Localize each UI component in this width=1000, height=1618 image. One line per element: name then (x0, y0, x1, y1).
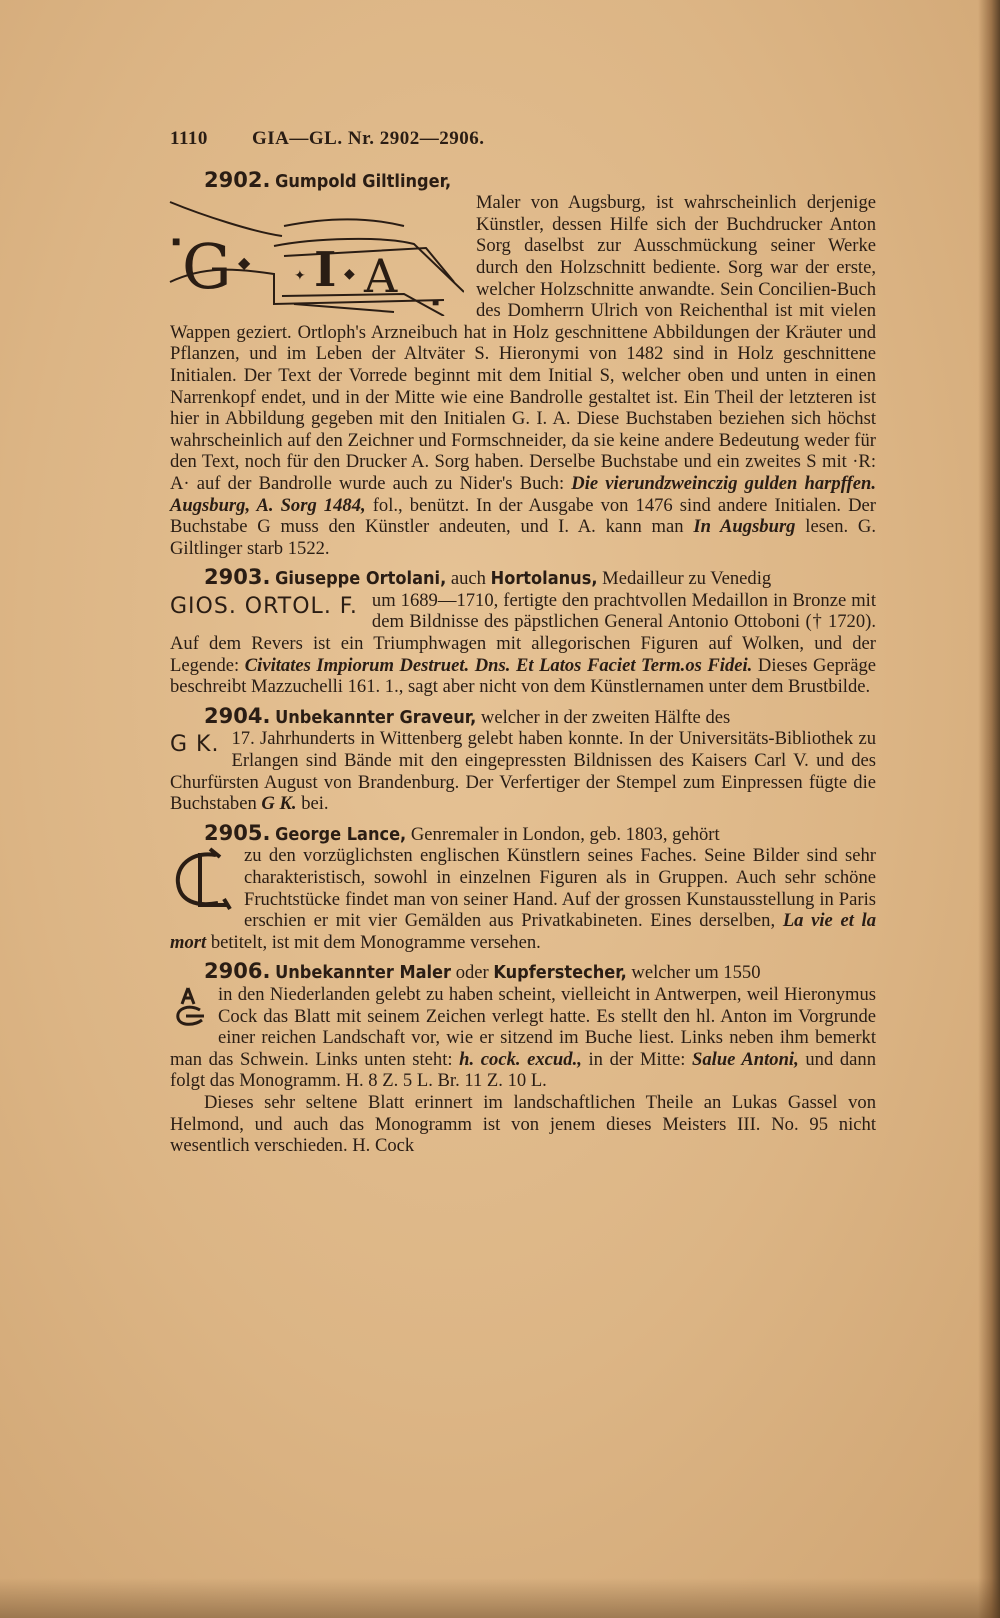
entry-number: 2904. (204, 703, 271, 728)
ac-monogram-icon (170, 986, 210, 1028)
entry-2903 (170, 567, 876, 698)
entry-2906 (170, 961, 876, 1156)
svg-text:◆: ◆ (238, 255, 251, 273)
entry-heading-line (170, 167, 876, 193)
gl-monogram-icon (170, 847, 234, 913)
running-header (170, 128, 876, 150)
monogram-gios-ortol: GIOS. ORTOL. F. (170, 593, 358, 619)
entry-body: um 1689—1710, fertigte den prachtvollen Medaillon in Bronze mit dem Bildnisse des päpstlichen General Antonio Ottoboni († 1720). Auf dem Revers ist ein Triumphwagen mit allegorischen Figuren auf Wolken, und der Legende: Civitates Impiorum Destruet. Dns. Et Latos Faciet Term.os Fidei. Dieses Gepräge beschreibt Mazzuchelli 161. 1., sagt aber nicht von dem Künstlernamen unter dem Brustbilde. (170, 589, 877, 698)
entry-paragraph-2: Dieses sehr seltene Blatt erinnert im landschaftlichen Theile an Lukas Gassel von Helmond, und auch das Monogramm ist von jenem dieses Meisters III. No. 95 nicht wesentlich verschieden. H. Cock (170, 1091, 876, 1157)
entry-2905 (170, 820, 877, 954)
entry-name: Giuseppe Ortolani, (275, 568, 447, 590)
entry-number: 2905. (204, 820, 271, 845)
entry-body: zu den vorzüglichsten englischen Künstlern seines Faches. Seine Bilder sind sehr charakteristisch, sowohl in einzelnen Figuren als in Gruppen. Auch sehr schöne Fruchtstücke findet man von seiner Hand. Auf der grossen Kunstausstellung in Paris erschien er mit vier Gemälden aus Privatkabineten. Eines derselben, La vie et la mort betitelt, ist mit dem Monogramme versehen. (170, 845, 877, 953)
svg-text:A: A (364, 249, 398, 304)
entry-name: Unbekannter Maler (275, 962, 452, 984)
entry-heading-line: 2906. Unbekannter Maler oder Kupferstecher, welcher um 1550 (204, 959, 761, 984)
svg-text:■: ■ (172, 235, 181, 251)
entry-2902 (170, 167, 876, 560)
svg-text:◆: ◆ (344, 267, 355, 283)
svg-text:G: G (182, 230, 232, 304)
entry-number: 2903. (204, 565, 271, 590)
page-number: 1110 (170, 128, 208, 149)
entry-heading-line: 2905. George Lance, Genremaler in London, geb. 1803, gehört (204, 820, 720, 845)
entry-number: 2902. (204, 167, 271, 192)
gia-bandrolle-monogram (164, 196, 464, 316)
svg-text:■: ■ (432, 295, 440, 310)
entry-heading-line: 2903. Giuseppe Ortolani, auch Hortolanus, Medailleur zu Venedig (204, 565, 772, 590)
entry-name: Unbekannter Graveur, (275, 706, 477, 728)
page-bottom-shadow (0, 1578, 1000, 1618)
entry-name: Gumpold Giltlinger, (275, 170, 452, 192)
entry-2904 (170, 703, 876, 815)
entry-name-alt: Hortolanus, (490, 568, 598, 590)
page-edge-shadow (978, 0, 1000, 1618)
entry-body: Maler von Augsburg, ist wahrscheinlich derjenige Künstler, dessen Hilfe sich der Buchdrucker Anton Sorg daselbst zur Ausschmückung seiner Werke durch den Holzschnitt bediente. Sorg war der erste, welcher Holzschnitte anwandte. Sein Concilien-Buch des Domherrn Ulrich von Reichenthal ist mit vielen Wappen geziert. Ortloph's Arzneibuch hat in Holz geschnittene Abbildungen der Kräuter und Pflanzen, und im Leben der Altväter S. Hieronymi von 1482 sind in Holz geschnittene Initialen. Der Text der Vorrede beginnt mit dem Initial S, welcher oben und unten in einen Narrenkopf endet, und in der Mitte wie eine Bandrolle gestaltet ist. Ein Theil der letzteren ist hier in Abbildung gegeben mit den Initialen G. I. A. Diese Buchstaben beziehen sich höchst wahrscheinlich auf den Zeichner und Formschneider, da sie keine andere Bedeutung weder für den Text, noch für den Drucker A. Sorg haben. Derselbe Buchstabe und ein zweites S mit ·R: A· auf der Bandrolle wurde auch zu Nider's Buch: Die vierundzweinczig gulden harpffen. Augsburg, A. Sorg 1484, fol., benützt. In der Ausgabe von 1476 sind andere Initialen. Der Buchstabe G muss den Künstler andeuten, und I. A. kann man In Augsburg lesen. G. Giltlinger starb 1522. (170, 192, 876, 559)
entry-body: in den Niederlanden gelebt zu haben scheint, vielleicht in Antwerpen, weil Hieronymus Cock das Blatt mit seinem Zeichen verlegt hatte. Es stellt den hl. Anton im Vorgrunde einer reichen Landschaft vor, wie er sitzend im Buche liest. Links neben ihm bemerkt man das Schwein. Links unten steht: h. cock. excud., in der Mitte: Salue Antoni, und dann folgt das Monogramm. H. 8 Z. 5 L. Br. 11 Z. 10 L. (170, 983, 877, 1092)
page-content (170, 128, 876, 1165)
entry-number: 2906. (204, 959, 271, 984)
entry-name-alt: Kupferstecher, (493, 962, 627, 984)
svg-text:I: I (314, 242, 337, 299)
entry-body: 17. Jahrhunderts in Wittenberg gelebt haben konnte. In der Universitäts-Bibliothek zu Erlangen sind Bände mit den eingepressten Bildnissen des Kaisers Carl V. und des Churfürsten August von Brandenburg. Der Verfertiger der Stempel zum Einpressen fügte die Buchstaben G K. bei. (170, 728, 876, 815)
entry-name: George Lance, (275, 823, 407, 845)
svg-text:✦: ✦ (294, 269, 306, 285)
header-title: GIA—GL. Nr. 2902—2906. (252, 128, 485, 149)
monogram-gk: G K. (170, 732, 220, 758)
entry-heading-line: 2904. Unbekannter Graveur, welcher in der zweiten Hälfte des (204, 703, 731, 728)
